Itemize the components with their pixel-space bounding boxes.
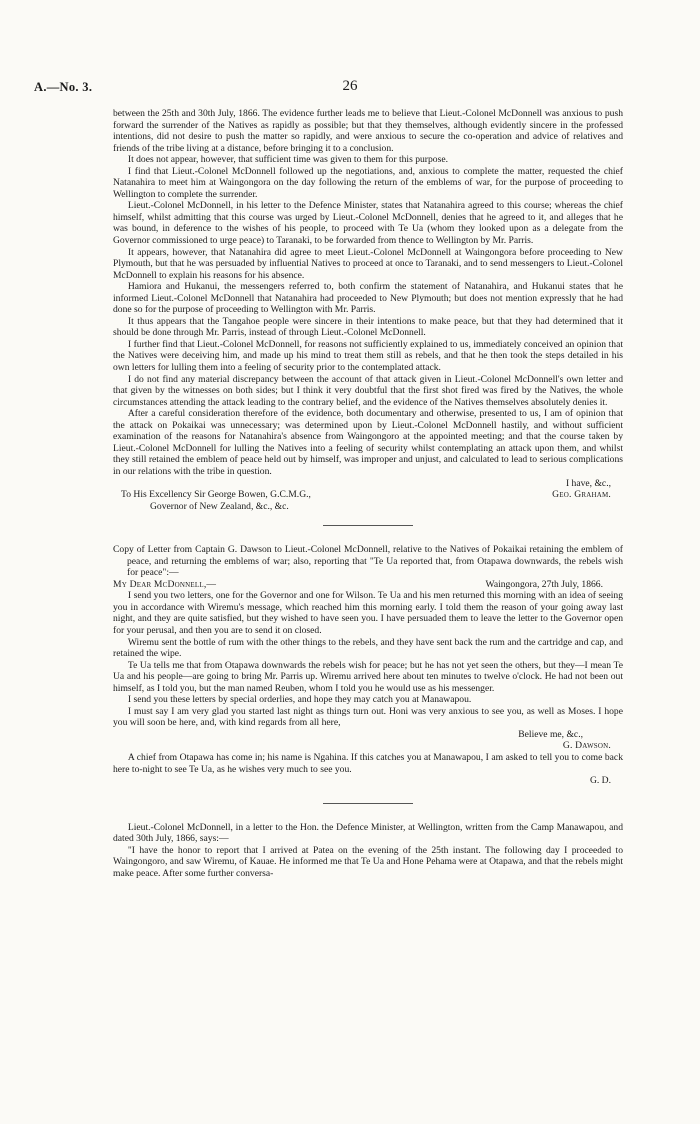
letter-place-date: Waingongora, 27th July, 1866. bbox=[485, 578, 603, 590]
letter-paragraph: Te Ua tells me that from Otapawa downwards the rebels wish for peace; but he has not yet seen the others, but they—I mean Te Ua and his people—are going to bring Mr. Parris up. Wiremu arrived here about ten minutes to twelve o'clock. He had not been out himself, as I told you, but the man named Reuben, whom I told you he would use as his messenger. bbox=[113, 659, 623, 694]
report-addressee-title: Governor of New Zealand, &c., &c. bbox=[150, 500, 289, 512]
report-paragraph: It does not appear, however, that sufficient time was given to them for this purpose. bbox=[127, 154, 448, 166]
page-header bbox=[0, 80, 700, 100]
report-paragraph: between the 25th and 30th July, 1866. The evidence further leads me to believe that Lieut.-Colonel McDonnell was anxious to push forward the surrender of the Natives as rapidly as possible; but that they themselves, although evidently sincere in the professed intentions, did not desire to push the matter so rapidly, and were anxious to secure the co-operation and advice of relatives and friends of the tribe living at a distance, before bringing it to a conclusion. bbox=[113, 108, 623, 154]
report-paragraph: It appears, however, that Natanahira did agree to meet Lieut.-Colonel McDonnell at Waingongora before proceeding to New Plymouth, but that he was persuaded by influential Natives to proceed at once to Taranaki, and to send messengers to Lieut.-Colonel McDonnell to explain his reasons for his absence. bbox=[113, 246, 623, 281]
document-reference: A.—No. 3. bbox=[34, 80, 93, 94]
letter-paragraph: I send you these letters by special orderlies, and hope they may catch you at Manawapou. bbox=[127, 694, 472, 706]
report-addressee: To His Excellency Sir George Bowen, G.C.M.G., bbox=[121, 489, 311, 501]
report-paragraph: I further find that Lieut.-Colonel McDonnell, for reasons not sufficiently explained to us, immediately conceived an opinion that the Natives were deceiving him, and made up his mind to treat them still as rebels, and that he then took the steps detailed in his own letters for lulling them into a feeling of security prior to the contemplated attack. bbox=[113, 338, 623, 374]
letter-postscript: A chief from Otapawa has come in; his name is Ngahina. If this catches you at Manawapou, I am asked to tell you to come back here to-night to see Te Ua, as he wishes very much to see you. bbox=[113, 751, 623, 775]
report-paragraph: Lieut.-Colonel McDonnell, in his letter to the Defence Minister, states that Natanahira agreed to this course; whereas the chief himself, whilst admitting that this course was urged by Lieut.-Colonel McDonnell, denies that he agreed to it, and alleges that he was bound, in deference to the wishes of his people, to proceed with Te Ua (whom they looked upon as a delegate from the Governor commissioned to urge peace) to Taranaki, to be forwarded from thence to Wellington by Mr. Parris. bbox=[113, 200, 623, 247]
letter-salutation: My Dear McDonnell,— bbox=[113, 578, 217, 590]
letter-signature: G. Dawson. bbox=[562, 740, 611, 752]
page-body bbox=[113, 108, 623, 879]
report-paragraph: It thus appears that the Tangahoe people were sincere in their intentions to make peace, but that they had determined that it should be done through Mr. Parris, instead of through Lieut.-Colonel McDonnell. bbox=[113, 315, 623, 339]
letter-dateline bbox=[113, 579, 623, 591]
report-paragraph: I find that Lieut.-Colonel McDonnell followed up the negotiations, and, anxious to complete the matter, requested the chief Natanahira to meet him at Waingongora on the day following the return of the emblems of war, for the purpose of proceeding to Wellington to complete the surrender. bbox=[113, 165, 623, 200]
report-paragraph: Hamiora and Hukanui, the messengers referred to, both confirm the statement of Natanahira, and Hukanui states that he informed Lieut.-Colonel McDonnell that Natanahira had proceeded to New Plymouth; but does not mention expressly that he had done so for the purpose of proceeding to Wellington with Mr. Parris. bbox=[113, 281, 623, 316]
report-paragraph: I do not find any material discrepancy between the account of that attack given in Lieut.-Colonel McDonnell's own letter and that given by the witnesses on both sides; but I think it very doubtful that the first shot fired was fired by the Natives, the whole circumstances attending the attack leading to the contrary belief, and the evidence of the Natives themselves absolutely denies it. bbox=[113, 373, 623, 408]
letter-paragraph: Wiremu sent the bottle of rum with the other things to the rebels, and they have sent back the rum and the cartridge and cap, and retained the wipe. bbox=[113, 636, 623, 660]
report-paragraph: After a careful consideration therefore of the evidence, both documentary and otherwise, presented to us, I am of opinion that the attack on Pokaikai was unnecessary; was determined upon by Lieut.-Colonel McDonnell hastily, and without sufficient examination of the reasons for Natanahira's absence from Waingongoro at the appointed meeting; and that the course taken by Lieut.-Colonel McDonnell for lulling the Natives into a feeling of security whilst contemplating an attack upon them, and whilst they still retained the emblem of peace held out by himself, was improper and unjust, and calculated to lead to serious complications in our relations with the tribe in question. bbox=[113, 408, 623, 477]
postscript-initials: G. D. bbox=[589, 775, 611, 787]
report-signature: Geo. Graham. bbox=[552, 489, 611, 501]
letter-closing: Believe me, &c., bbox=[518, 728, 583, 740]
section-divider bbox=[323, 525, 413, 526]
extract-intro: Lieut.-Colonel McDonnell, in a letter to the Hon. the Defence Minister, at Wellington, written from the Camp Manawapou, and dated 30th July, 1866, says:— bbox=[113, 821, 623, 845]
extract-quote: "I have the honor to report that I arrived at Patea on the evening of the 25th instant. The following day I proceeded to Waingongoro, and saw Wiremu, of Kauae. He informed me that Te Ua and Hone Pehama were at Otapawa, and that the rebels might make peace. After some further conversa- bbox=[113, 844, 623, 879]
section-divider bbox=[323, 803, 413, 804]
page-number: 26 bbox=[342, 78, 358, 94]
letter-paragraph: I must say I am very glad you started last night as things turn out. Honi was very anxious to see you, as well as Moses. I hope you will soon be here, and, with kind regards from all here, bbox=[113, 705, 623, 729]
report-closing: I have, &c., bbox=[565, 477, 611, 489]
letter-paragraph: I send you two letters, one for the Governor and one for Wilson. Te Ua and his men returned this morning with an idea of seeing you in accordance with Wiremu's message, which reached him this morning early. I told them the reason of your going away last night, and they are quite satisfied, but they wished to have seen you. I have persuaded them to leave the letter to the Governor open for your perusal, and then you are to send it on closed. bbox=[113, 590, 623, 636]
report-signoff bbox=[113, 489, 623, 501]
letter-heading: Copy of Letter from Captain G. Dawson to Lieut.-Colonel McDonnell, relative to the Natives of Pokaikai retaining the emblem of peace, and returning the emblems of war; also, reporting that "Te Ua reported that, from Otapawa downwards, the rebels wish for peace":— bbox=[113, 544, 623, 579]
